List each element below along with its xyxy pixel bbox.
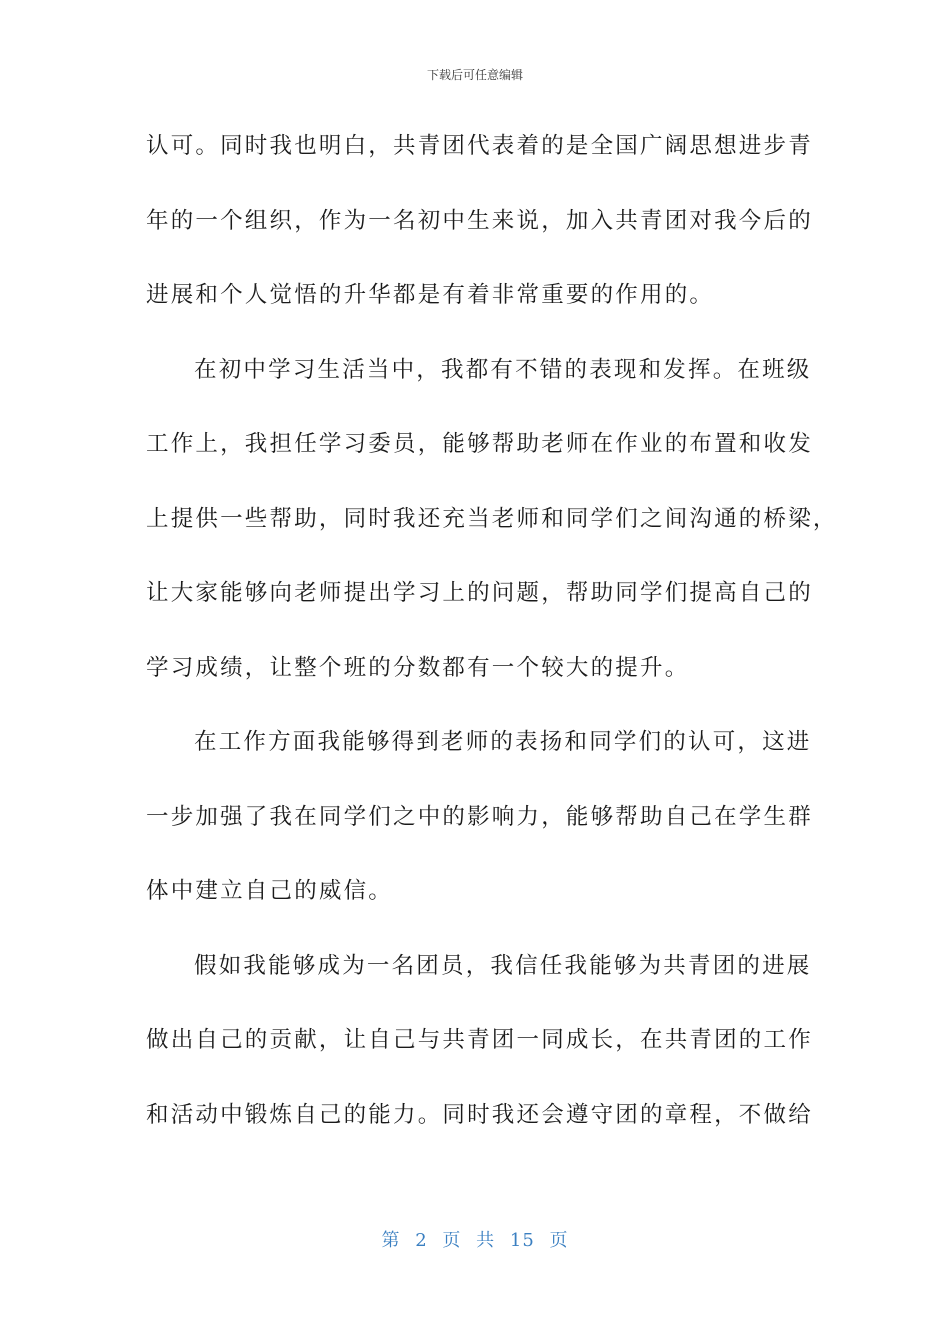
text-line: 工作上，我担任学习委员，能够帮助老师在作业的布置和收发 — [146, 431, 813, 457]
text-line: 认可。同时我也明白，共青团代表着的是全国广阔思想进步青 — [146, 133, 813, 159]
text-line: 上提供一些帮助，同时我还充当老师和同学们之间沟通的桥梁， — [146, 505, 838, 532]
text-line: 和活动中锻炼自己的能力。同时我还会遵守团的章程，不做给 — [146, 1101, 813, 1128]
text-line: 做出自己的贡献，让自己与共青团一同成长，在共青团的工作 — [146, 1027, 813, 1053]
footer-label-gong: 共 — [476, 1230, 496, 1251]
paragraph-start-line: 假如我能够成为一名团员，我信任我能够为共青团的进展 — [194, 952, 812, 979]
page-footer — [0, 1226, 950, 1252]
paragraph-start-line: 在初中学习生活当中，我都有不错的表现和发挥。在班级 — [194, 356, 812, 383]
text-line: 学习成绩，让整个班的分数都有一个较大的提升。 — [146, 654, 690, 681]
header-note: 下载后可任意编辑 — [426, 68, 523, 82]
footer-label-di: 第 — [381, 1230, 401, 1251]
footer-page-current: 2 — [415, 1230, 428, 1251]
text-line: 让大家能够向老师提出学习上的问题，帮助同学们提高自己的 — [146, 580, 813, 606]
text-line: 体中建立自己的威信。 — [146, 878, 394, 904]
paragraph-start-line: 在工作方面我能够得到老师的表扬和同学们的认可，这进 — [194, 729, 812, 755]
footer-page-total: 15 — [509, 1230, 535, 1251]
footer-label-ye: 页 — [442, 1230, 462, 1251]
document-body — [146, 124, 838, 1167]
text-line: 年的一个组织，作为一名初中生来说，加入共青团对我今后的 — [146, 207, 813, 234]
footer-label-ye2: 页 — [549, 1230, 569, 1251]
text-line: 进展和个人觉悟的升华都是有着非常重要的作用的。 — [146, 282, 715, 308]
text-line: 一步加强了我在同学们之中的影响力，能够帮助自己在学生群 — [146, 803, 813, 830]
